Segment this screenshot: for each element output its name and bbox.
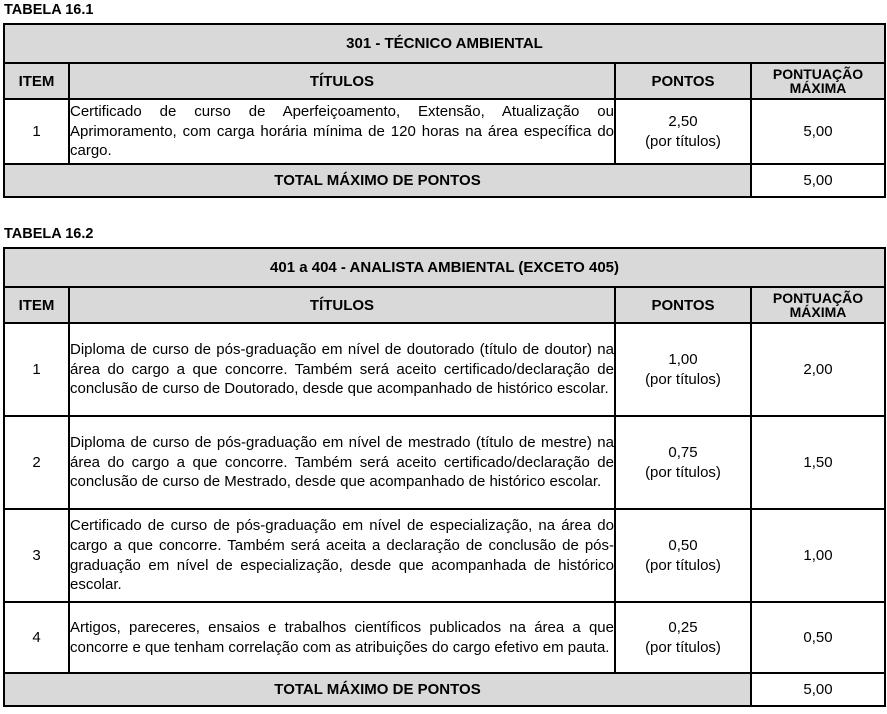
table1-header-maxima: [751, 63, 885, 99]
table1-header-item: ITEM: [4, 63, 69, 99]
table1-header-pontos: PONTOS: [615, 63, 751, 99]
table2-row4-pontos: [615, 602, 751, 673]
table1-row1-item: 1: [4, 99, 69, 164]
table2-title: 401 a 404 - ANALISTA AMBIENTAL (EXCETO 405): [4, 248, 885, 287]
table2-header-maxima-line1: PONTUAÇÃO: [772, 290, 864, 306]
table2-header-titulos: TÍTULOS: [69, 287, 615, 323]
table-row: [4, 509, 885, 602]
table2-row3-pontos-value: 0,50: [668, 536, 698, 554]
table2-row2-item: 2: [4, 416, 69, 509]
table2-row1-pontos: [615, 323, 751, 416]
table1-title: 301 - TÉCNICO AMBIENTAL: [4, 24, 885, 63]
table2-row1-pontos-value: 1,00: [668, 350, 698, 368]
table2-row1-pontos-sub: (por títulos): [645, 370, 721, 388]
table2-row2-max: 1,50: [751, 416, 885, 509]
table2-row1-desc: Diploma de curso de pós-graduação em nível de doutorado (título de doutor) na área do cargo a que concorre. Também será aceito certificado/declaração de conclusão de curso de Doutorado, desde que acompanhado de histórico escolar.: [69, 323, 615, 416]
table2-caption: TABELA 16.2: [4, 226, 94, 242]
table2-row4-desc: Artigos, pareceres, ensaios e trabalhos científicos publicados na área a que concorre e que tenham correlação com as atribuições do cargo efetivo em pauta.: [69, 602, 615, 673]
table2-row4-max: 0,50: [751, 602, 885, 673]
table2-row2-desc: Diploma de curso de pós-graduação em nível de mestrado (título de mestre) na área do cargo a que concorre. Também será aceito certificado/declaração de conclusão de curso de Mestrado, desde que acompanhado de histórico escolar.: [69, 416, 615, 509]
table-16-2: [3, 247, 886, 707]
table1-row1-pontos-sub: (por títulos): [645, 132, 721, 150]
table2-row3-max: 1,00: [751, 509, 885, 602]
table1-row1-pontos: [615, 99, 751, 164]
table1-header-maxima-line1: PONTUAÇÃO: [772, 66, 864, 82]
table1-header-titulos: TÍTULOS: [69, 63, 615, 99]
table2-header-maxima: [751, 287, 885, 323]
table1-row1-desc: Certificado de curso de Aperfeiçoamento, Extensão, Atualização ou Aprimoramento, com carga horária mínima de 120 horas na área específica do cargo.: [69, 99, 615, 164]
table1-caption: TABELA 16.1: [4, 2, 94, 18]
table-row: [4, 602, 885, 673]
table2-header-item: ITEM: [4, 287, 69, 323]
table2-row3-desc: Certificado de curso de pós-graduação em nível de especialização, na área do cargo a que concorre. Também será aceita a declaração de conclusão de pós-graduação em nível de especialização, desde que acompanhada de histórico escolar.: [69, 509, 615, 602]
table2-header-pontos: PONTOS: [615, 287, 751, 323]
table1-row1-pontos-value: 2,50: [668, 112, 698, 130]
table2-row3-item: 3: [4, 509, 69, 602]
table2-row2-pontos: [615, 416, 751, 509]
table2-row4-pontos-sub: (por títulos): [645, 638, 721, 656]
table2-row1-item: 1: [4, 323, 69, 416]
table2-total-value: 5,00: [751, 673, 885, 706]
table-row: [4, 99, 885, 164]
table2-row3-pontos: [615, 509, 751, 602]
table2-row4-item: 4: [4, 602, 69, 673]
table-16-1: [3, 23, 886, 198]
table1-header-maxima-line2: MÁXIMA: [789, 80, 847, 96]
table1-total-value: 5,00: [751, 164, 885, 197]
table2-total-label: TOTAL MÁXIMO DE PONTOS: [4, 673, 751, 706]
table-row: [4, 416, 885, 509]
table1-total-label: TOTAL MÁXIMO DE PONTOS: [4, 164, 751, 197]
table2-row4-pontos-value: 0,25: [668, 618, 698, 636]
table2-row1-max: 2,00: [751, 323, 885, 416]
table2-row2-pontos-value: 0,75: [668, 443, 698, 461]
table2-header-maxima-line2: MÁXIMA: [789, 304, 847, 320]
table1-row1-max: 5,00: [751, 99, 885, 164]
table-row: [4, 323, 885, 416]
table2-row2-pontos-sub: (por títulos): [645, 463, 721, 481]
table2-row3-pontos-sub: (por títulos): [645, 556, 721, 574]
